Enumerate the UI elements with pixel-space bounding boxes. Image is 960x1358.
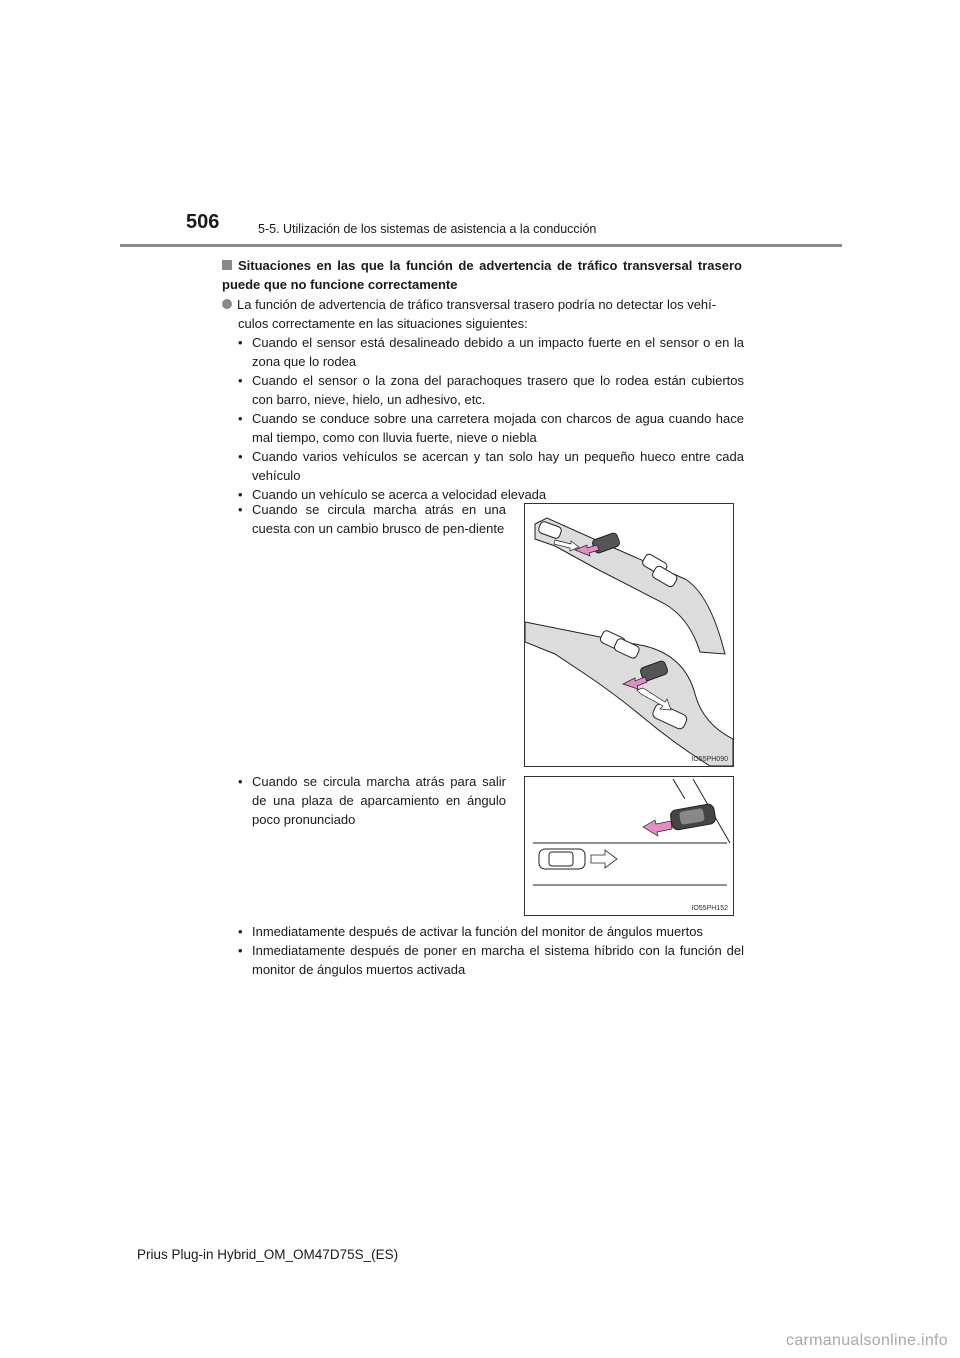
page-number: 506 xyxy=(186,211,220,233)
header-rule xyxy=(120,244,842,247)
conditions-list-top xyxy=(238,333,744,504)
conditions-list-parking xyxy=(238,772,506,829)
document-footer: Prius Plug-in Hybrid_OM_OM47D75S_(ES) xyxy=(137,1247,399,1262)
list-item-parking: • Cuando se circula marcha atrás para salir de una plaza de aparcamiento en ángulo poco pronunciado xyxy=(238,772,506,829)
list-item: • Cuando varios vehículos se acercan y tan solo hay un pequeño hueco entre cada vehículo xyxy=(238,447,744,485)
conditions-list-slope xyxy=(238,500,506,538)
list-item-slope: • Cuando se circula marcha atrás en una cuesta con un cambio brusco de pen-diente xyxy=(238,500,506,538)
section-heading-text: Situaciones en las que la función de advertencia de tráfico transversal trasero puede que no funcione correctamente xyxy=(222,258,742,292)
watermark: carmanualsonline.info xyxy=(786,1332,948,1349)
circle-bullet-icon xyxy=(222,299,232,309)
list-item: • Cuando un vehículo se acerca a velocidad elevada xyxy=(238,485,744,504)
intro-paragraph xyxy=(222,295,744,333)
figure-code: IO55PH090 xyxy=(691,756,728,763)
list-item: • Cuando el sensor está desalineado debido a un impacto fuerte en el sensor o en la zona que lo rodea xyxy=(238,333,744,371)
intro-line-2: culos correctamente en las situaciones siguientes: xyxy=(238,316,528,331)
figure-code: IO55PH152 xyxy=(691,905,728,912)
list-item: • Inmediatamente después de poner en marcha el sistema híbrido con la función del monitor de ángulos muertos activada xyxy=(238,941,744,979)
section-heading xyxy=(222,256,742,294)
slope-illustration xyxy=(525,504,733,766)
list-item: • Cuando el sensor o la zona del parachoques trasero que lo rodea están cubiertos con barro, nieve, hielo, un adhesivo, etc. xyxy=(238,371,744,409)
conditions-list-bottom xyxy=(238,922,744,979)
intro-line-1: La función de advertencia de tráfico transversal trasero podría no detectar los vehí- xyxy=(237,297,717,312)
list-item: • Inmediatamente después de activar la función del monitor de ángulos muertos xyxy=(238,922,744,941)
parking-illustration xyxy=(525,777,733,915)
list-item: • Cuando se conduce sobre una carretera mojada con charcos de agua cuando hace mal tiempo, como con lluvia fuerte, nieve o niebla xyxy=(238,409,744,447)
parking-figure xyxy=(524,776,734,916)
slope-figure xyxy=(524,503,734,767)
square-bullet-icon xyxy=(222,260,232,270)
section-title: 5-5. Utilización de los sistemas de asistencia a la conducción xyxy=(258,222,597,236)
